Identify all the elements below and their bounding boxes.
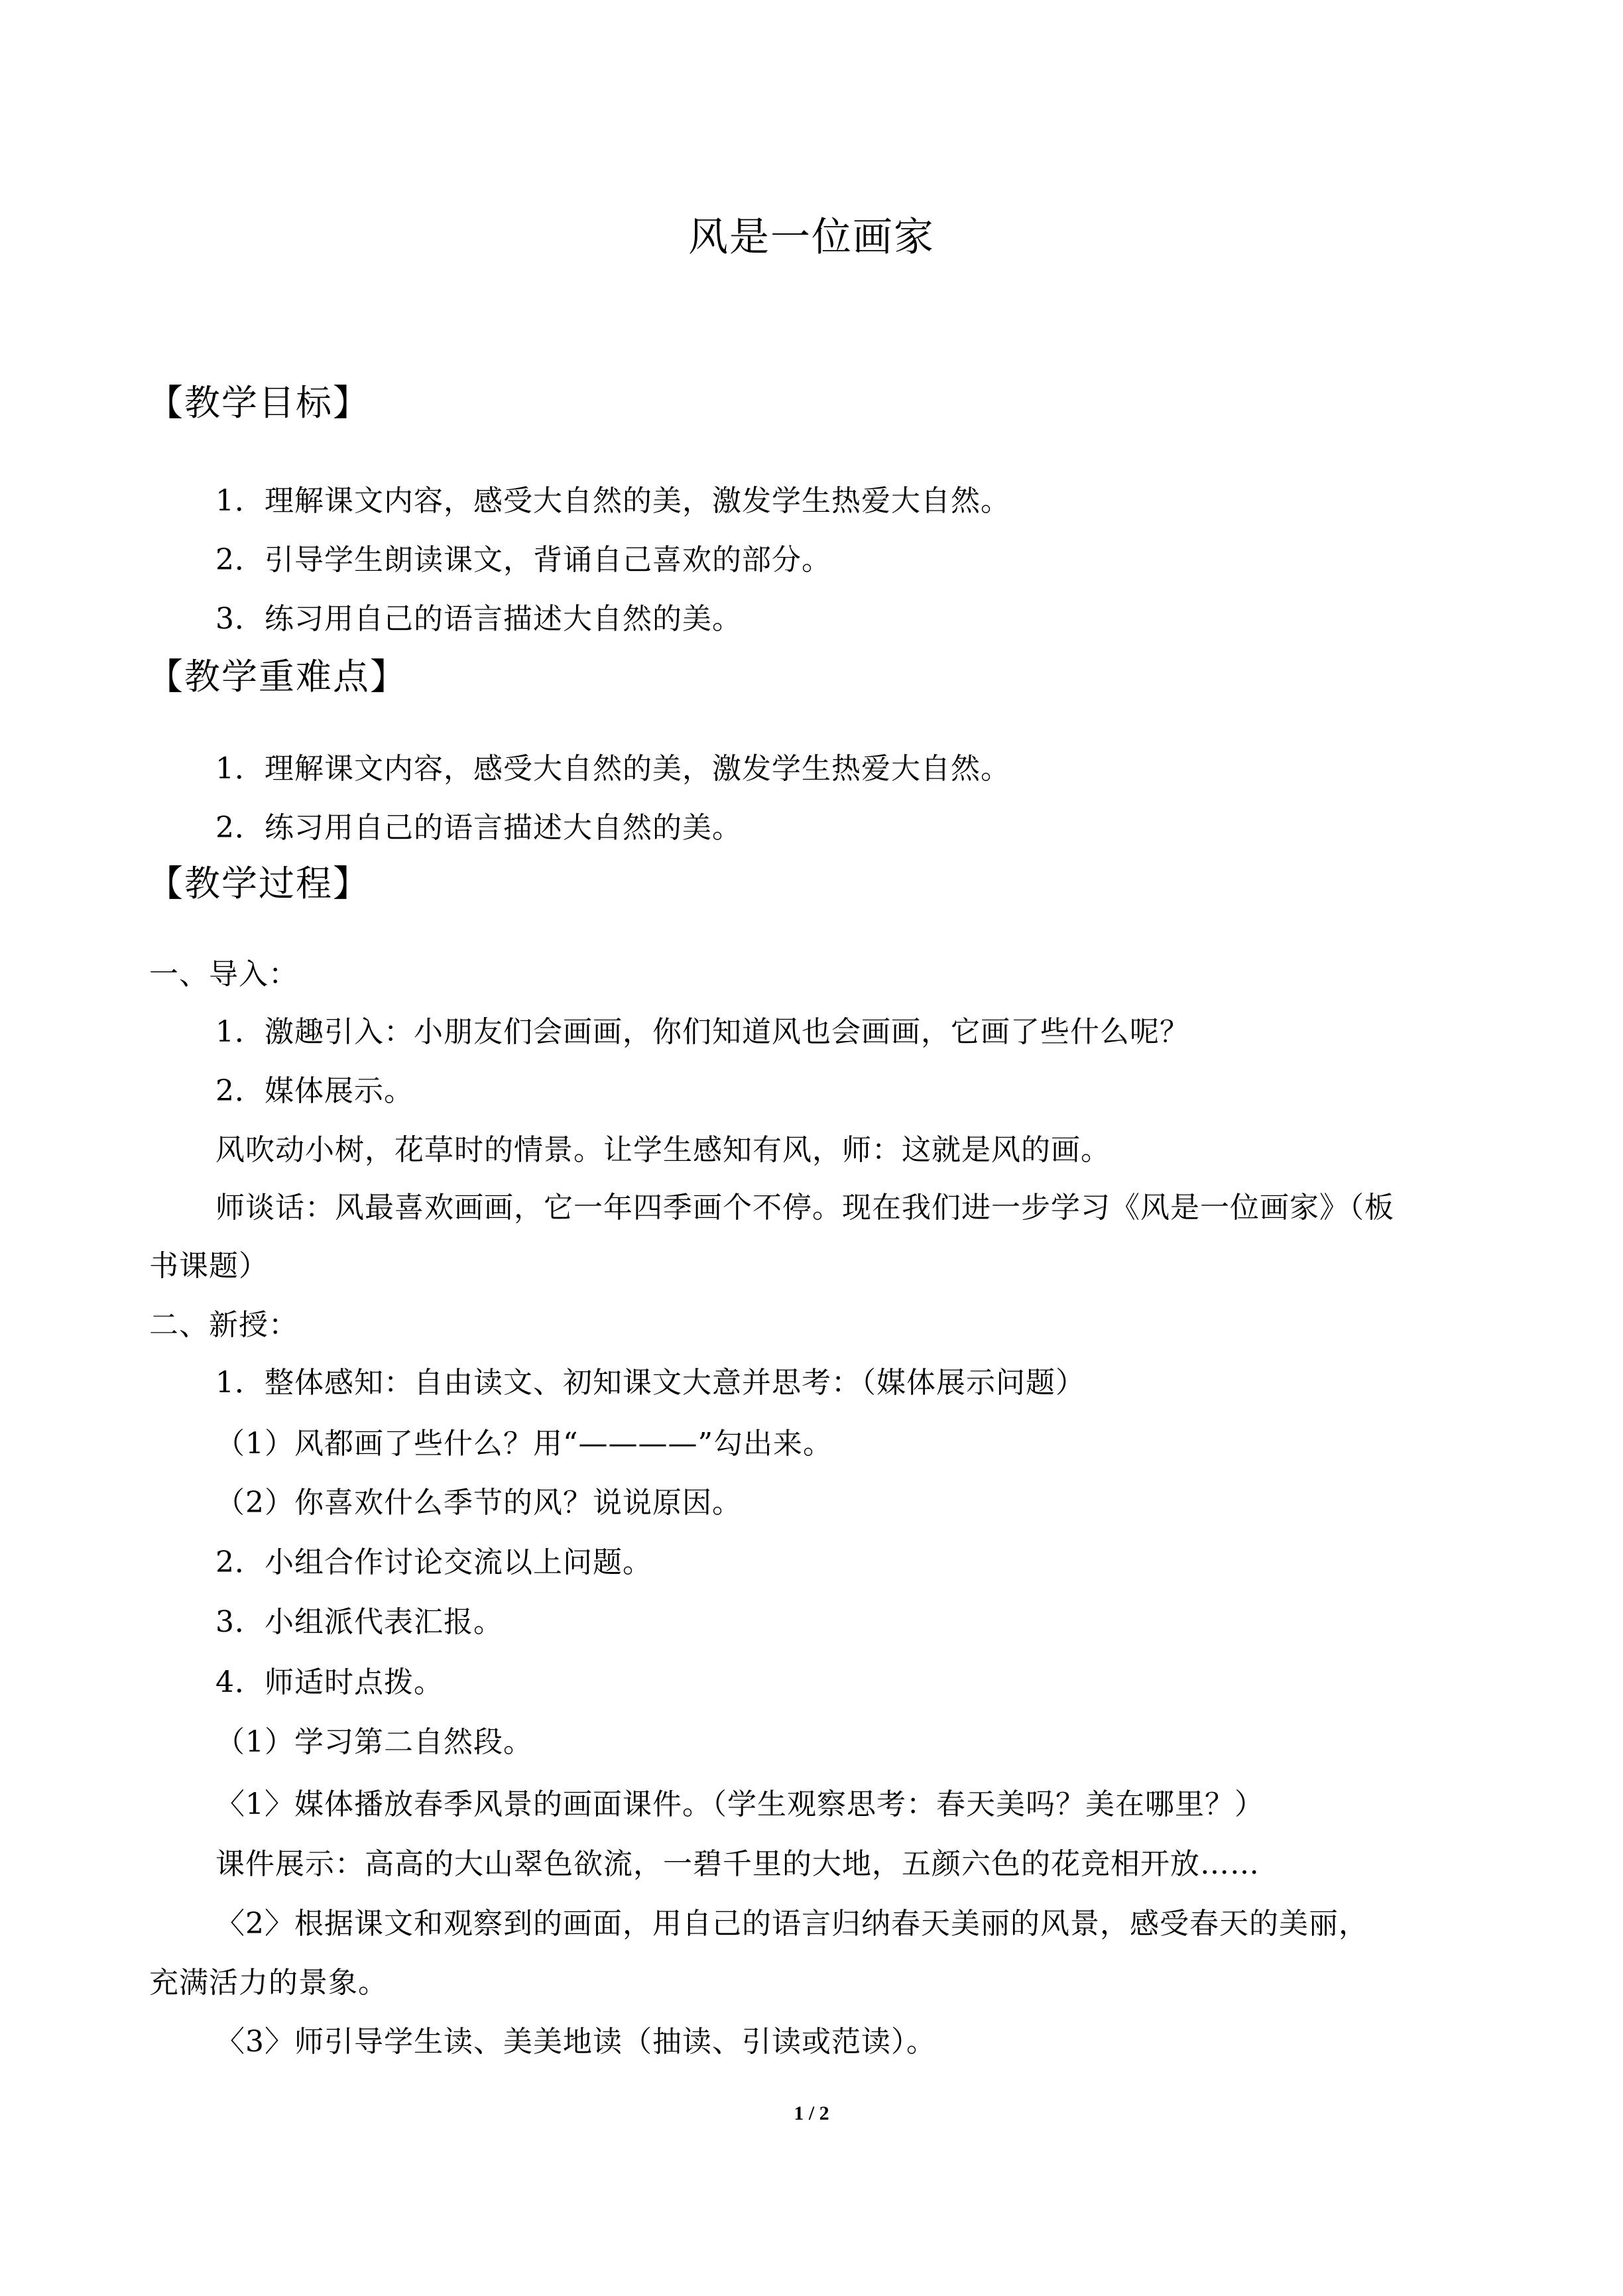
process-part2-line-12: 〈3〉师引导学生读、美美地读（抽读、引读或范读）。 (215, 2025, 936, 2059)
process-part2-line-4: 2．小组合作讨论交流以上问题。 (215, 1545, 652, 1579)
process-part2-line-5: 3．小组派代表汇报。 (215, 1605, 503, 1639)
page-number: 1 / 2 (794, 2102, 829, 2124)
objective-item-3: 3．练习用自己的语言描述大自然的美。 (215, 602, 742, 636)
process-part2-line-2: （1）风都画了些什么？用“————”勾出来。 (215, 1427, 833, 1461)
process-part2-line-1: 1．整体感知：自由读文、初知课文大意并思考：（媒体展示问题） (215, 1366, 1085, 1400)
section-heading-process: 【教学过程】 (147, 863, 370, 904)
process-part1-line-3: 风吹动小树，花草时的情景。让学生感知有风，师：这就是风的画。 (215, 1133, 1111, 1167)
process-part1-line-4: 师谈话：风最喜欢画画，它一年四季画个不停。现在我们进一步学习《风是一位画家》（板 (215, 1191, 1394, 1225)
process-part1-line-2: 2．媒体展示。 (215, 1074, 414, 1108)
process-part1-heading: 一、导入： (149, 957, 298, 991)
process-part2-line-9: 课件展示：高高的大山翠色欲流，一碧千里的大地，五颜六色的花竞相开放…… (215, 1847, 1260, 1881)
process-part2-line-8: 〈1〉媒体播放春季风景的画面课件。（学生观察思考：春天美吗？美在哪里？） (215, 1787, 1264, 1821)
process-part1-line-1: 1．激趣引入：小朋友们会画画，你们知道风也会画画，它画了些什么呢？ (215, 1015, 1189, 1049)
key-point-item-1: 1．理解课文内容，感受大自然的美，激发学生热爱大自然。 (215, 752, 1010, 786)
section-heading-key-points: 【教学重难点】 (147, 656, 407, 697)
section-heading-objectives: 【教学目标】 (147, 382, 370, 424)
process-part2-line-6: 4．师适时点拨。 (215, 1665, 444, 1699)
process-part2-line-3: （2）你喜欢什么季节的风？说说原因。 (215, 1486, 742, 1520)
process-part2-line-10: 〈2〉根据课文和观察到的画面，用自己的语言归纳春天美丽的风景，感受春天的美丽， (215, 1907, 1368, 1941)
document-title: 风是一位画家 (688, 214, 935, 261)
objective-item-2: 2．引导学生朗读课文，背诵自己喜欢的部分。 (215, 543, 831, 577)
process-part2-line-7: （1）学习第二自然段。 (215, 1725, 533, 1759)
objective-item-1: 1．理解课文内容，感受大自然的美，激发学生热爱大自然。 (215, 484, 1010, 518)
process-part1-line-5: 书课题） (149, 1249, 269, 1283)
process-part2-line-11: 充满活力的景象。 (149, 1966, 388, 2000)
key-point-item-2: 2．练习用自己的语言描述大自然的美。 (215, 811, 742, 845)
process-part2-heading: 二、新授： (149, 1308, 298, 1342)
